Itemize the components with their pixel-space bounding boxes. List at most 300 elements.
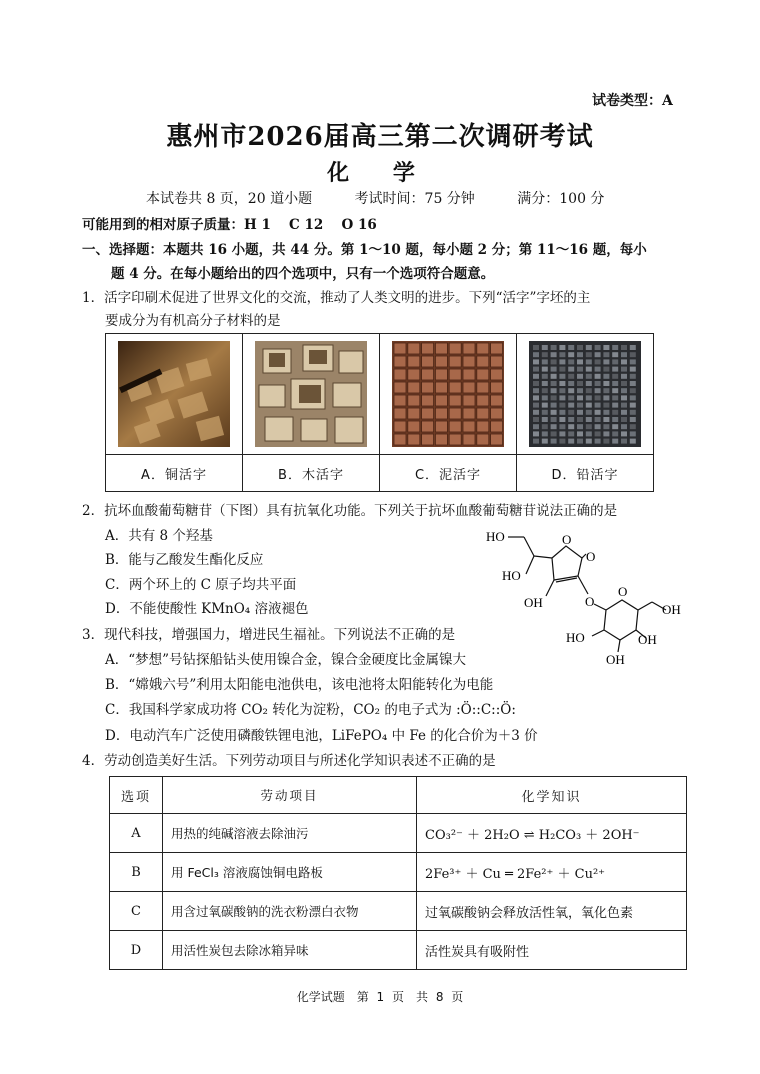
lead-block bbox=[542, 403, 548, 408]
clay-block bbox=[477, 434, 489, 445]
lead-block bbox=[551, 439, 557, 444]
lead-block bbox=[533, 388, 539, 393]
clay-block bbox=[394, 408, 406, 419]
clay-block bbox=[435, 343, 447, 354]
clay-block bbox=[422, 343, 434, 354]
info-time: 考试时间：75 分钟 bbox=[354, 191, 475, 207]
lead-block bbox=[542, 424, 548, 429]
lead-block bbox=[586, 381, 592, 386]
lead-block bbox=[533, 374, 539, 379]
header-work: 劳动项目 bbox=[163, 777, 417, 814]
lead-block bbox=[577, 352, 583, 357]
clay-block bbox=[449, 408, 461, 419]
lead-block bbox=[542, 381, 548, 386]
q2-option-b: B．能与乙酸发生酯化反应 bbox=[105, 552, 264, 568]
lead-block bbox=[559, 424, 565, 429]
clay-block bbox=[463, 434, 475, 445]
lead-block bbox=[586, 345, 592, 350]
lead-block bbox=[568, 424, 574, 429]
lead-block bbox=[551, 417, 557, 422]
row-work: 用 FeCl₃ 溶液腐蚀铜电路板 bbox=[163, 853, 417, 892]
lead-block bbox=[621, 417, 627, 422]
lead-block bbox=[595, 374, 601, 379]
lead-block bbox=[612, 403, 618, 408]
lead-block bbox=[568, 381, 574, 386]
lead-block bbox=[533, 359, 539, 364]
lead-block bbox=[630, 374, 636, 379]
clay-block bbox=[408, 395, 420, 406]
clay-block bbox=[408, 343, 420, 354]
clay-block bbox=[463, 421, 475, 432]
lead-block bbox=[630, 345, 636, 350]
lead-block bbox=[533, 431, 539, 436]
lead-block bbox=[568, 352, 574, 357]
lead-block bbox=[621, 431, 627, 436]
lead-block bbox=[630, 367, 636, 372]
lead-block bbox=[577, 388, 583, 393]
lead-block bbox=[621, 359, 627, 364]
mol-label-o3: O bbox=[585, 594, 595, 609]
lead-block bbox=[586, 359, 592, 364]
lead-block bbox=[542, 352, 548, 357]
lead-block bbox=[586, 424, 592, 429]
q1-image-table bbox=[105, 333, 654, 492]
q3-option-b: B．“嫦娥六号”利用太阳能电池供电，该电池将太阳能转化为电能 bbox=[105, 677, 494, 693]
lead-block bbox=[577, 345, 583, 350]
q3-option-a: A．“梦想”号钻探船钻头使用镍合金，镍合金硬度比金属镍大 bbox=[105, 652, 467, 668]
lead-block bbox=[559, 381, 565, 386]
wood-type-photo bbox=[255, 341, 367, 447]
lead-block bbox=[542, 410, 548, 415]
lead-block bbox=[603, 431, 609, 436]
lead-block bbox=[595, 395, 601, 400]
table-row bbox=[110, 892, 687, 931]
lead-block bbox=[595, 424, 601, 429]
lead-block bbox=[551, 431, 557, 436]
clay-block bbox=[394, 369, 406, 380]
clay-block bbox=[463, 382, 475, 393]
lead-block bbox=[630, 395, 636, 400]
clay-block bbox=[477, 421, 489, 432]
lead-block bbox=[551, 359, 557, 364]
lead-block bbox=[559, 352, 565, 357]
lead-block bbox=[612, 410, 618, 415]
clay-block bbox=[491, 382, 503, 393]
lead-block bbox=[595, 403, 601, 408]
copper-type-photo bbox=[118, 341, 230, 447]
lead-block bbox=[533, 417, 539, 422]
row-option: C bbox=[110, 892, 163, 931]
page-footer: 化学试题 第 1 页 共 8 页 bbox=[296, 990, 464, 1004]
q1-photo-cell-d bbox=[517, 334, 654, 455]
lead-block bbox=[568, 359, 574, 364]
clay-block bbox=[422, 434, 434, 445]
clay-block bbox=[422, 369, 434, 380]
clay-block bbox=[449, 434, 461, 445]
q1-option-c: C．泥活字 bbox=[380, 455, 517, 492]
clay-block bbox=[491, 356, 503, 367]
lead-block bbox=[621, 424, 627, 429]
clay-block bbox=[491, 408, 503, 419]
page-title: 惠州市2026届高三第二次调研考试 bbox=[166, 122, 594, 152]
clay-block bbox=[477, 343, 489, 354]
lead-block bbox=[568, 388, 574, 393]
q3-option-c: C．我国科学家成功将 CO₂ 转化为淀粉，CO₂ 的电子式为 :Ö::C::Ö: bbox=[105, 702, 516, 718]
lead-block bbox=[533, 381, 539, 386]
lead-block bbox=[559, 417, 565, 422]
q4-stem: 4．劳动创造美好生活。下列劳动项目与所述化学知识表述不正确的是 bbox=[82, 753, 496, 769]
row-work: 用活性炭包去除冰箱异味 bbox=[163, 931, 417, 970]
lead-block bbox=[612, 374, 618, 379]
table-row bbox=[110, 853, 687, 892]
clay-block bbox=[477, 382, 489, 393]
lead-block bbox=[621, 439, 627, 444]
lead-block bbox=[630, 352, 636, 357]
lead-block bbox=[586, 439, 592, 444]
lead-block bbox=[595, 439, 601, 444]
lead-block bbox=[559, 345, 565, 350]
clay-block bbox=[449, 382, 461, 393]
mol-label-o4: O bbox=[618, 584, 628, 599]
lead-block bbox=[542, 345, 548, 350]
lead-block bbox=[577, 424, 583, 429]
lead-block bbox=[586, 410, 592, 415]
lead-block bbox=[577, 439, 583, 444]
lead-block bbox=[621, 381, 627, 386]
clay-block bbox=[463, 408, 475, 419]
lead-block bbox=[559, 388, 565, 393]
clay-block bbox=[463, 395, 475, 406]
lead-block bbox=[586, 431, 592, 436]
section1-line2: 题 4 分。在每小题给出的四个选项中，只有一个选项符合题意。 bbox=[111, 266, 495, 282]
clay-block bbox=[394, 356, 406, 367]
lead-block bbox=[630, 359, 636, 364]
lead-block bbox=[603, 352, 609, 357]
clay-block bbox=[422, 395, 434, 406]
lead-block bbox=[621, 345, 627, 350]
lead-block bbox=[568, 395, 574, 400]
lead-block bbox=[542, 374, 548, 379]
clay-block bbox=[408, 369, 420, 380]
lead-block bbox=[595, 359, 601, 364]
lead-block bbox=[533, 367, 539, 372]
lead-block bbox=[612, 381, 618, 386]
clay-block bbox=[394, 395, 406, 406]
clay-block bbox=[435, 434, 447, 445]
clay-block bbox=[394, 434, 406, 445]
clay-block bbox=[449, 343, 461, 354]
lead-block bbox=[568, 367, 574, 372]
lead-block bbox=[559, 395, 565, 400]
lead-block bbox=[630, 431, 636, 436]
lead-block bbox=[586, 352, 592, 357]
lead-block bbox=[559, 359, 565, 364]
q2-option-c: C．两个环上的 C 原子均共平面 bbox=[105, 577, 297, 593]
lead-block bbox=[621, 403, 627, 408]
lead-block bbox=[559, 431, 565, 436]
lead-block bbox=[542, 395, 548, 400]
q2-option-a: A．共有 8 个羟基 bbox=[105, 528, 213, 544]
clay-block bbox=[491, 395, 503, 406]
row-chem: 2Fe³⁺ ＋ Cu ═ 2Fe²⁺ ＋ Cu²⁺ bbox=[417, 853, 687, 892]
lead-block bbox=[630, 403, 636, 408]
lead-block bbox=[612, 345, 618, 350]
clay-block bbox=[477, 356, 489, 367]
lead-block bbox=[568, 345, 574, 350]
lead-block bbox=[542, 417, 548, 422]
row-option: B bbox=[110, 853, 163, 892]
lead-block bbox=[612, 359, 618, 364]
mol-label-oh1: OH bbox=[524, 595, 543, 610]
clay-type-photo bbox=[392, 341, 504, 447]
lead-block bbox=[603, 439, 609, 444]
lead-block bbox=[621, 352, 627, 357]
lead-block bbox=[621, 374, 627, 379]
clay-block bbox=[435, 369, 447, 380]
q1-stem-1: 1．活字印刷术促进了世界文化的交流，推动了人类文明的进步。下列“活字”字坯的主 bbox=[82, 290, 591, 306]
q4-table bbox=[109, 776, 687, 970]
lead-block bbox=[559, 439, 565, 444]
lead-block bbox=[630, 439, 636, 444]
q3-stem: 3．现代科技，增强国力，增进民生福祉。下列说法不正确的是 bbox=[82, 627, 456, 643]
mol-label-oh2: OH bbox=[662, 602, 681, 617]
clay-block bbox=[408, 421, 420, 432]
lead-block bbox=[612, 417, 618, 422]
row-work: 用含过氧碳酸钠的洗衣粉漂白衣物 bbox=[163, 892, 417, 931]
lead-block bbox=[568, 403, 574, 408]
info-pages: 本试卷共 8 页，20 道小题 bbox=[146, 191, 313, 207]
lead-block bbox=[621, 367, 627, 372]
lead-block bbox=[595, 381, 601, 386]
row-option: D bbox=[110, 931, 163, 970]
lead-block bbox=[621, 395, 627, 400]
lead-block bbox=[621, 410, 627, 415]
lead-block bbox=[603, 381, 609, 386]
lead-block bbox=[603, 388, 609, 393]
mol-label-oh3: OH bbox=[638, 632, 657, 647]
clay-block bbox=[422, 356, 434, 367]
table-row bbox=[110, 814, 687, 853]
lead-block bbox=[577, 403, 583, 408]
lead-block bbox=[533, 439, 539, 444]
lead-block bbox=[586, 417, 592, 422]
lead-block bbox=[630, 417, 636, 422]
clay-block bbox=[463, 343, 475, 354]
info-score: 满分：100 分 bbox=[517, 191, 605, 207]
clay-block bbox=[477, 395, 489, 406]
row-chem: 活性炭具有吸附性 bbox=[417, 931, 687, 970]
clay-block bbox=[435, 408, 447, 419]
lead-block bbox=[533, 403, 539, 408]
clay-block bbox=[449, 369, 461, 380]
lead-block bbox=[533, 352, 539, 357]
lead-block bbox=[568, 431, 574, 436]
lead-block bbox=[568, 439, 574, 444]
lead-block bbox=[603, 403, 609, 408]
lead-block bbox=[586, 395, 592, 400]
clay-block bbox=[435, 395, 447, 406]
lead-block bbox=[551, 410, 557, 415]
lead-block bbox=[568, 374, 574, 379]
lead-block bbox=[612, 395, 618, 400]
lead-block bbox=[630, 410, 636, 415]
lead-block bbox=[630, 388, 636, 393]
clay-block bbox=[422, 421, 434, 432]
lead-block bbox=[533, 395, 539, 400]
lead-block bbox=[577, 431, 583, 436]
clay-block bbox=[408, 356, 420, 367]
table-row bbox=[110, 931, 687, 970]
q2-option-d: D．不能使酸性 KMnO₄ 溶液褪色 bbox=[105, 601, 309, 617]
subject-title: 化 学 bbox=[327, 160, 433, 186]
lead-block bbox=[612, 439, 618, 444]
lead-block bbox=[586, 403, 592, 408]
lead-block bbox=[595, 431, 601, 436]
lead-block bbox=[542, 388, 548, 393]
lead-block bbox=[542, 439, 548, 444]
lead-block bbox=[551, 403, 557, 408]
clay-block bbox=[491, 343, 503, 354]
lead-block bbox=[595, 388, 601, 393]
lead-block bbox=[630, 381, 636, 386]
lead-block bbox=[630, 424, 636, 429]
lead-block bbox=[559, 403, 565, 408]
mol-label-ho2: HO bbox=[502, 568, 521, 583]
lead-block bbox=[542, 431, 548, 436]
clay-block bbox=[477, 369, 489, 380]
lead-block bbox=[533, 410, 539, 415]
lead-block bbox=[551, 367, 557, 372]
q1-photo-cell-a bbox=[106, 334, 243, 455]
clay-block bbox=[408, 434, 420, 445]
exam-info bbox=[146, 188, 642, 208]
clay-block bbox=[477, 408, 489, 419]
molecule-structure bbox=[482, 524, 682, 674]
header-chem: 化学知识 bbox=[417, 777, 687, 814]
q1-photo-cell-b bbox=[243, 334, 380, 455]
clay-block bbox=[394, 382, 406, 393]
header-option: 选项 bbox=[110, 777, 163, 814]
q1-photo-cell-c bbox=[380, 334, 517, 455]
lead-block bbox=[551, 381, 557, 386]
q1-option-a: A．铜活字 bbox=[106, 455, 243, 492]
lead-block bbox=[577, 395, 583, 400]
clay-block bbox=[435, 356, 447, 367]
q1-stem-2: 要成分为有机高分子材料的是 bbox=[105, 313, 281, 329]
clay-block bbox=[408, 408, 420, 419]
lead-block bbox=[603, 395, 609, 400]
lead-block bbox=[577, 417, 583, 422]
lead-block bbox=[577, 374, 583, 379]
lead-block bbox=[551, 352, 557, 357]
clay-block bbox=[422, 382, 434, 393]
lead-block bbox=[533, 345, 539, 350]
table-header-row bbox=[110, 777, 687, 814]
lead-block bbox=[621, 388, 627, 393]
clay-block bbox=[408, 382, 420, 393]
lead-block bbox=[586, 374, 592, 379]
clay-block bbox=[435, 382, 447, 393]
lead-block bbox=[551, 345, 557, 350]
row-chem: CO₃²⁻ ＋ 2H₂O ⇌ H₂CO₃ ＋ 2OH⁻ bbox=[417, 814, 687, 853]
lead-block bbox=[551, 395, 557, 400]
mol-label-ho1: HO bbox=[486, 529, 505, 544]
lead-block bbox=[595, 345, 601, 350]
lead-type-photo bbox=[529, 341, 641, 447]
lead-block bbox=[595, 417, 601, 422]
clay-block bbox=[463, 369, 475, 380]
lead-block bbox=[603, 424, 609, 429]
lead-block bbox=[612, 431, 618, 436]
q2-stem: 2．抗坏血酸葡萄糖苷（下图）具有抗氧化功能。下列关于抗坏血酸葡萄糖苷说法正确的是 bbox=[82, 503, 618, 519]
clay-block bbox=[394, 343, 406, 354]
lead-block bbox=[603, 359, 609, 364]
mol-label-oh4: OH bbox=[606, 652, 625, 667]
clay-block bbox=[491, 369, 503, 380]
atomic-mass: 可能用到的相对原子质量：H 1 C 12 O 16 bbox=[82, 217, 377, 233]
clay-block bbox=[449, 421, 461, 432]
section1-line1: 一、选择题：本题共 16 小题，共 44 分。第 1～10 题，每小题 2 分；第 11～16 题，每小 bbox=[82, 242, 647, 258]
lead-block bbox=[603, 345, 609, 350]
q1-option-d: D．铅活字 bbox=[517, 455, 654, 492]
clay-block bbox=[491, 421, 503, 432]
lead-block bbox=[559, 410, 565, 415]
q1-option-b: B．木活字 bbox=[243, 455, 380, 492]
lead-block bbox=[551, 388, 557, 393]
clay-block bbox=[435, 421, 447, 432]
lead-block bbox=[603, 410, 609, 415]
row-work: 用热的纯碱溶液去除油污 bbox=[163, 814, 417, 853]
mol-label-o1: O bbox=[562, 532, 572, 547]
lead-block bbox=[559, 367, 565, 372]
lead-block bbox=[568, 410, 574, 415]
lead-block bbox=[586, 367, 592, 372]
lead-block bbox=[568, 417, 574, 422]
lead-block bbox=[595, 367, 601, 372]
lead-block bbox=[586, 388, 592, 393]
lead-block bbox=[603, 367, 609, 372]
lead-block bbox=[612, 352, 618, 357]
lead-block bbox=[612, 388, 618, 393]
clay-block bbox=[449, 356, 461, 367]
mol-label-ho3: HO bbox=[566, 630, 585, 645]
lead-block bbox=[577, 381, 583, 386]
clay-block bbox=[463, 356, 475, 367]
lead-block bbox=[533, 424, 539, 429]
lead-block bbox=[612, 424, 618, 429]
row-option: A bbox=[110, 814, 163, 853]
clay-block bbox=[422, 408, 434, 419]
paper-type: 试卷类型：A bbox=[592, 93, 673, 109]
clay-block bbox=[394, 421, 406, 432]
lead-block bbox=[577, 367, 583, 372]
lead-block bbox=[595, 410, 601, 415]
lead-block bbox=[603, 417, 609, 422]
lead-block bbox=[551, 374, 557, 379]
lead-block bbox=[595, 352, 601, 357]
lead-block bbox=[577, 359, 583, 364]
lead-block bbox=[603, 374, 609, 379]
lead-block bbox=[542, 359, 548, 364]
clay-block bbox=[491, 434, 503, 445]
lead-block bbox=[612, 367, 618, 372]
q3-option-d: D．电动汽车广泛使用磷酸铁锂电池，LiFePO₄ 中 Fe 的化合价为＋3 价 bbox=[105, 728, 538, 744]
lead-block bbox=[542, 367, 548, 372]
lead-block bbox=[559, 374, 565, 379]
row-chem: 过氧碳酸钠会释放活性氧，氧化色素 bbox=[417, 892, 687, 931]
clay-block bbox=[449, 395, 461, 406]
mol-label-o2: O bbox=[586, 549, 596, 564]
